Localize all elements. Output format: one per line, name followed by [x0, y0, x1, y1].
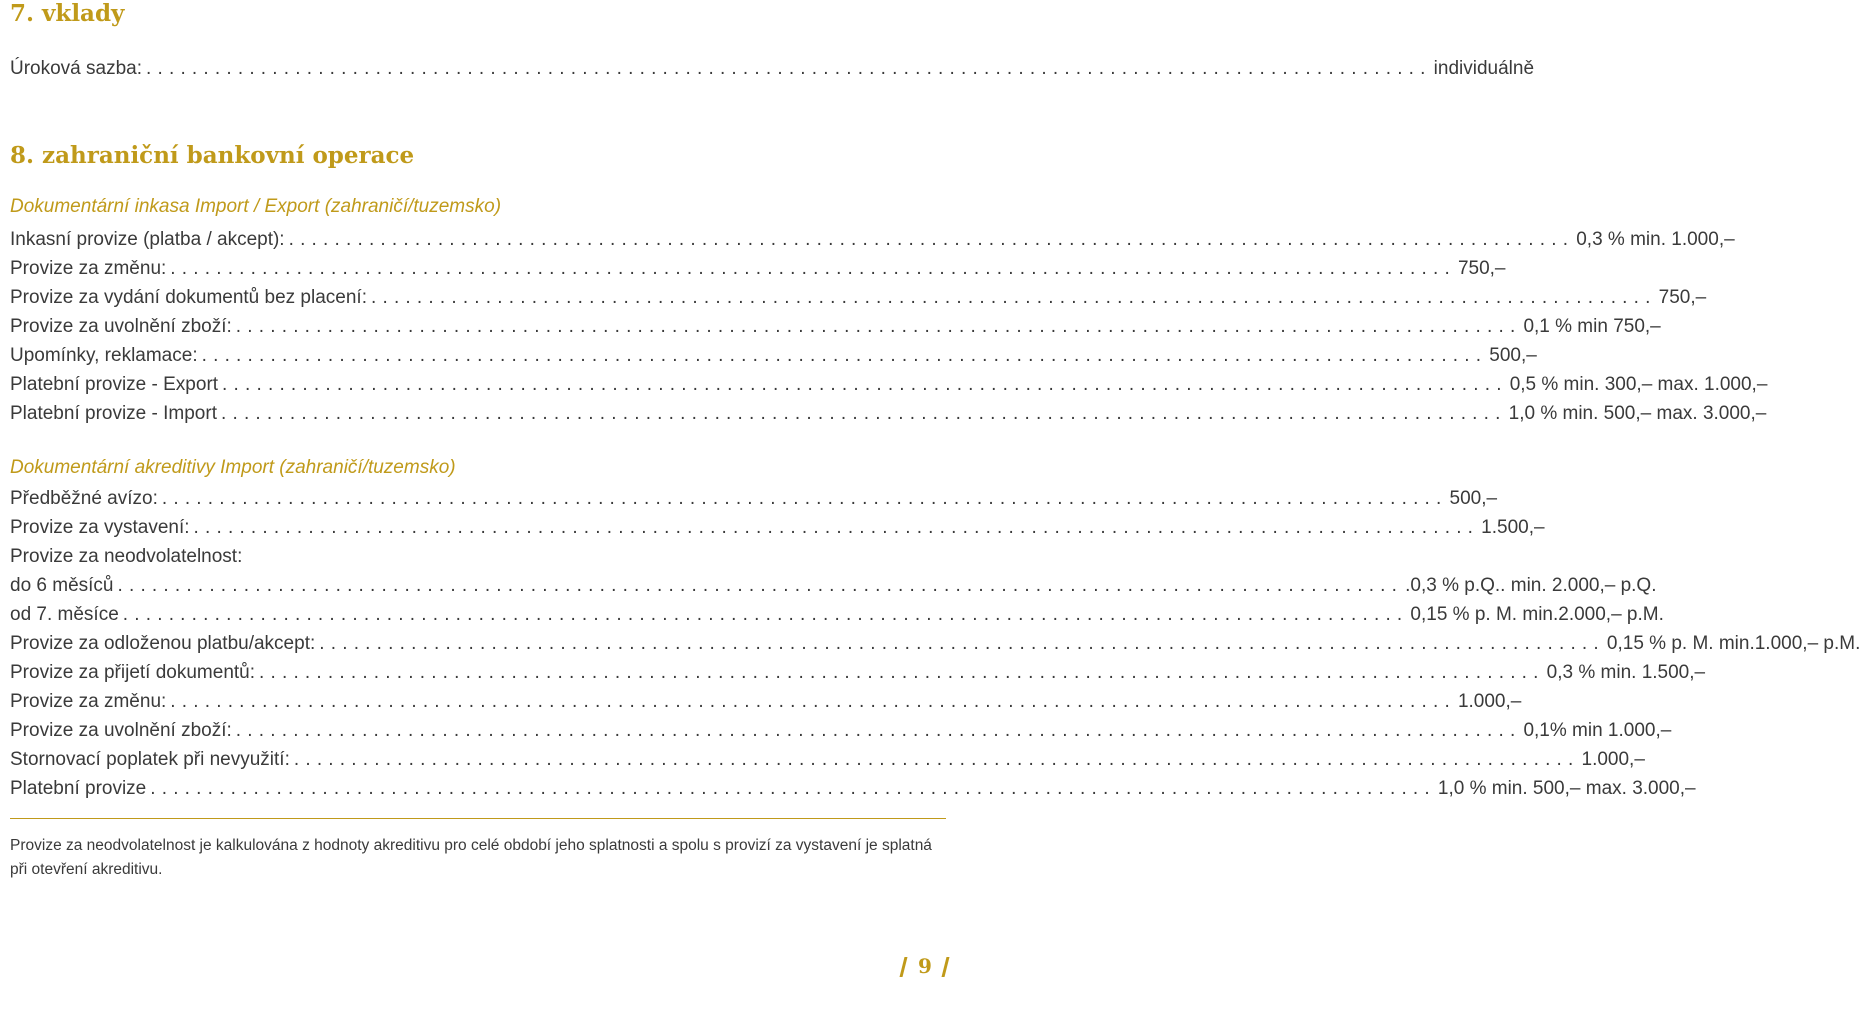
fee-value: 1.000,– — [1457, 691, 1522, 712]
fee-row — [10, 748, 1645, 772]
dot-leader: ................................................................................................................ — [235, 316, 1522, 337]
dot-leader: ................................................................................................................ — [170, 258, 1456, 279]
fee-group-label: Provize za neodvolatelnost: — [10, 546, 243, 567]
page-number-bar-left — [900, 957, 908, 977]
fee-value: 750,– — [1457, 258, 1506, 279]
fee-value: 500,– — [1449, 488, 1498, 509]
fee-label: Provize za vystavení: — [10, 517, 190, 538]
fee-value: 1.500,– — [1481, 517, 1545, 538]
subheading-akreditivy: Dokumentární akreditivy Import (zahraničí/tuzemsko) — [10, 457, 456, 478]
dot-leader: ................................................................................................................ — [146, 58, 1432, 79]
fee-label: Provize za odloženou platbu/akcept: — [10, 633, 316, 654]
dot-leader: ................................................................................................................ — [222, 374, 1508, 395]
fee-row — [10, 315, 1661, 339]
fee-row — [10, 257, 1506, 281]
subheading-inkasa: Dokumentární inkasa Import / Export (zahraničí/tuzemsko) — [10, 196, 502, 217]
fee-row — [10, 777, 1696, 801]
fee-row — [10, 690, 1522, 714]
fee-label: Předběžné avízo: — [10, 488, 158, 509]
fee-row — [10, 487, 1498, 511]
dot-leader: ................................................................................................................ — [150, 778, 1436, 799]
fee-label: od 7. měsíce — [10, 604, 119, 625]
fee-value: 0,1 % min 750,– — [1523, 316, 1661, 337]
dot-leader: ................................................................................................................ — [370, 287, 1657, 308]
fee-value: 0,15 % p. M. min.2.000,– p.M. — [1410, 604, 1664, 625]
dot-leader: ................................................................................................................ — [319, 633, 1605, 654]
fee-label: Provize za přijetí dokumentů: — [10, 662, 256, 683]
dot-leader: ................................................................................................................ — [117, 575, 1404, 596]
footnote: Provize za neodvolatelnost je kalkulována z hodnoty akreditivu pro celé období jeho splatnosti a spolu s provizí za vystavení je splatná při otevření akreditivu. — [10, 837, 932, 878]
fee-value: .0,3 % p.Q.. min. 2.000,– p.Q. — [1405, 575, 1657, 596]
fee-value: 0,1% min 1.000,– — [1523, 720, 1672, 741]
fee-label: Úroková sazba: — [10, 58, 143, 79]
fee-row — [10, 286, 1707, 310]
page-number-bar-right — [942, 957, 950, 977]
fee-value: 750,– — [1658, 287, 1707, 308]
fee-row — [10, 719, 1672, 743]
dot-leader: ................................................................................................................ — [220, 403, 1507, 424]
dot-leader: ................................................................................................................ — [161, 488, 1448, 509]
dot-leader: ................................................................................................................ — [170, 691, 1456, 712]
page-number — [898, 955, 950, 979]
fee-value: individuálně — [1433, 58, 1535, 79]
fee-row — [10, 373, 1768, 397]
fee-row-urokova-sazba — [10, 57, 1535, 81]
fee-value: 0,15 % p. M. min.1.000,– p.M. — [1606, 633, 1860, 654]
fee-label: Provize za změnu: — [10, 691, 167, 712]
fee-row — [10, 344, 1537, 368]
page-number-text: 9 — [918, 954, 932, 978]
fee-row — [10, 402, 1767, 426]
section-title-zahranicni: 8. zahraniční bankovní operace — [10, 142, 415, 169]
fee-value: 1,0 % min. 500,– max. 3.000,– — [1508, 403, 1767, 424]
fee-value: 0,3 % min. 1.000,– — [1576, 229, 1735, 250]
fee-row — [10, 661, 1706, 685]
dot-leader: ................................................................................................................ — [293, 749, 1580, 770]
dot-leader: ................................................................................................................ — [288, 229, 1575, 250]
fee-label: Provize za uvolnění zboží: — [10, 316, 232, 337]
fee-label: Provize za změnu: — [10, 258, 167, 279]
fee-row — [10, 603, 1664, 627]
fee-label: Provize za uvolnění zboží: — [10, 720, 232, 741]
fee-label: Upomínky, reklamace: — [10, 345, 198, 366]
dot-leader: ................................................................................................................ — [201, 345, 1488, 366]
fee-value: 1.000,– — [1581, 749, 1645, 770]
fee-value: 1,0 % min. 500,– max. 3.000,– — [1437, 778, 1696, 799]
fee-label: Platební provize - Import — [10, 403, 217, 424]
fee-row — [10, 516, 1545, 540]
fee-label: Platební provize — [10, 778, 147, 799]
fee-label: Inkasní provize (platba / akcept): — [10, 229, 285, 250]
dot-leader: ................................................................................................................ — [122, 604, 1409, 625]
fee-row — [10, 632, 1860, 656]
fee-label: Platební provize - Export — [10, 374, 219, 395]
fee-label: Provize za vydání dokumentů bez placení: — [10, 287, 367, 308]
fee-row — [10, 228, 1735, 252]
section-title-vklady: 7. vklady — [10, 0, 125, 27]
dot-leader: ................................................................................................................ — [259, 662, 1545, 683]
dot-leader: ................................................................................................................ — [193, 517, 1480, 538]
fee-label: Stornovací poplatek při nevyužití: — [10, 749, 290, 770]
fee-label: do 6 měsíců — [10, 575, 114, 596]
divider-rule — [10, 818, 946, 819]
dot-leader: ................................................................................................................ — [235, 720, 1522, 741]
fee-row — [10, 574, 1657, 598]
fee-value: 0,3 % min. 1.500,– — [1546, 662, 1706, 683]
fee-value: 0,5 % min. 300,– max. 1.000,– — [1509, 374, 1768, 395]
fee-value: 500,– — [1489, 345, 1537, 366]
